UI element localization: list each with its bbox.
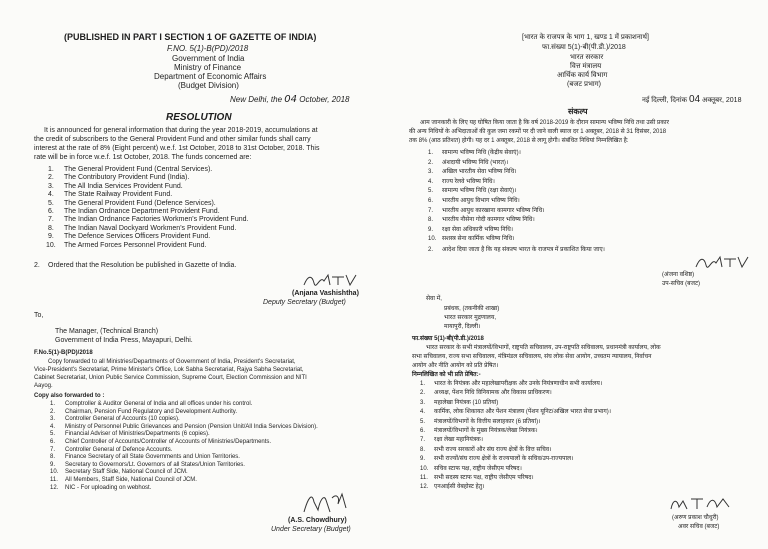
government: Government of India (172, 54, 245, 63)
gazette-header: (PUBLISHED IN PART I SECTION 1 OF GAZETTE OF INDIA) (64, 32, 317, 42)
signatory-1-hindi: (अंजना वशिष्ठ) (662, 272, 695, 278)
file-number-hindi: फा.संख्या 5(1)-बी(पी.डी.)/2018 (542, 44, 626, 51)
date-prefix: New Delhi, the (230, 95, 283, 104)
list-item: 4. कार्मिक, लोक शिकायत और पेंशन मंत्रालय (पेंशन यूनिट/अखिल भारत सेवा प्रभाग)। (420, 409, 612, 416)
signature-anjana-hindi (692, 255, 752, 271)
signature-chowdhury (298, 488, 354, 516)
gazette-header-hindi: [भारत के राजपत्र के भाग 1, खण्ड 1 में प्रकाशनार्थ] (522, 34, 649, 41)
list-item: 1. भारत के नियंत्रक और महालेखापरीक्षक और उनके नियंत्रणाधीन सभी कार्यालय। (420, 381, 603, 387)
list-item: 6. भारतीय आयुध विभाग भविष्य निधि। (428, 197, 520, 204)
list-item: 4. Ministry of Personnel Public Grievances and Pension (Pension Unit/All India Services Division). (50, 423, 318, 430)
list-item: 10. Secretary Staff Side, National Council of JCM. (50, 469, 188, 476)
fund-list (48, 166, 248, 250)
signatory-1: (Anjana Vashishtha) (292, 290, 359, 297)
list-item: 3. Controller General of Accounts (10 copies). (50, 416, 180, 423)
press: Government of India Press, Mayapuri, Delhi. (55, 337, 193, 344)
date-prefix: नई दिल्ली, दिनांक (642, 97, 688, 104)
list-item: 6. Chief Controller of Accounts/Controller of Accounts of Ministries/Departments. (50, 438, 272, 445)
designation-1: Deputy Secretary (Budget) (263, 299, 346, 306)
date-day: 04 (688, 94, 701, 105)
list-item: 1. सामान्य भविष्य निधि (केंद्रीय सेवाएं)। (428, 150, 521, 156)
list-item: 7. रक्षा लेखा महानियंत्रक। (420, 437, 484, 444)
list-item: 5. सामान्य भविष्य निधि (रक्षा सेवाएं)। (428, 188, 517, 195)
copy-line: Vice-President's Secretariat, Prime Minister's Office, Lok Sabha Secretariat, Rajya Sabha Secretariat, (34, 367, 304, 373)
manager: The Manager, (Technical Branch) (55, 328, 159, 335)
designation-1-hindi: उप-सचिव (बजट) (662, 281, 701, 287)
para-line: the credit of subscribers to the General Provident Fund and other similar funds shall carry (34, 136, 311, 143)
ministry: Ministry of Finance (174, 63, 242, 72)
list-item: 8. सभी राज्य सरकारों और संघ राज्य क्षेत्रों के वित्त सचिव। (420, 446, 552, 453)
to-line: मायापुरी, दिल्ली। (444, 324, 481, 330)
list-item: 8. भारतीय नौसेना गोदी कामगार भविष्य निधि। (428, 217, 535, 224)
copy-line: सभा सचिवालय, राज्य सभा सचिवालय, मंत्रिमंडल सचिवालय, संघ लोक सेवा आयोग, उच्चतम न्यायालय, निर्वाचन (412, 354, 652, 360)
list-item: 1. The General Provident Fund (Central Services). (48, 166, 213, 173)
list-item: 10. सचिव स्टाफ पक्ष, राष्ट्रीय जेसीएम परिषद। (420, 465, 522, 472)
date-line (230, 95, 350, 105)
to-label: To, (34, 312, 44, 319)
list-item: 3. महालेखा नियंत्रक (10 प्रतियां) (420, 399, 499, 406)
file-number-2-hindi: फा.संख्या 5(1)-बी(पी.डी.)/2018 (412, 336, 484, 342)
list-item: 11. All Members, Staff Side, National Council of JCM. (50, 476, 197, 483)
date-day: 04 (284, 94, 297, 105)
order-number-hindi: 2. (428, 247, 434, 253)
copy-line: Aayog. (34, 383, 53, 389)
to-line: प्रबंधक, (तकनीकी शाखा) (444, 306, 500, 312)
list-item: 10. The Armed Forces Personnel Provident Fund. (46, 241, 207, 249)
list-item: 7. भारतीय आयुध कारखाना कामगार भविष्य निधि। (428, 207, 545, 214)
resolution-title: RESOLUTION (166, 112, 232, 123)
copy-also-heading-hindi: निम्नलिखित को भी प्रति प्रेषित:- (412, 372, 481, 378)
list-item: 8. The Indian Naval Dockyard Workmen's Provident Fund. (48, 224, 237, 232)
list-item: 8. Finance Secretary of all State Governments and Union Territories. (50, 454, 240, 461)
list-item: 9. Secretary to Governors/Lt. Governors of all States/Union Territories. (50, 461, 245, 468)
copy-list-hindi (420, 381, 611, 494)
list-item: 5. The General Provident Fund (Defence Services). (48, 199, 216, 207)
to-line: भारत सरकार मुद्रणालय, (444, 315, 496, 321)
para-line: की अन्य निधियों के अभिदाताओं की कुल जमा रकमों पर दी जाने वाली ब्याज दर 1 अक्तूबर, 2018 से 31 दिसंबर, 2018 (409, 129, 667, 135)
ordered-text: Ordered that the Resolution be published in Gazette of India. (48, 262, 237, 269)
para-line: It is announced for general information that during the year 2018-2019, accumulations at (44, 127, 318, 134)
list-item: 10. सशस्त्र सेना कार्मिक भविष्य निधि। (428, 236, 515, 243)
list-item: 12. NIC - For uploading on webhost. (50, 484, 152, 491)
date-line-hindi (642, 95, 741, 105)
para-line: rate will be in force w.e.f. 1st October, 2018. The funds concerned are: (34, 154, 252, 161)
signature-arun-hindi (667, 495, 737, 513)
designation-2: Under Secretary (Budget) (271, 526, 351, 533)
list-item: 9. The Defence Services Officers Provident Fund. (48, 233, 211, 241)
ordered-number: 2. (34, 262, 40, 269)
file-number-2: F.No.5(1)-B(PD)/2018 (34, 350, 93, 356)
list-item: 1. Comptroller & Auditor General of India and all offices under his control. (50, 401, 253, 407)
list-item: 2. अंशदायी भविष्य निधि (भारत)। (428, 159, 509, 166)
copy-also-heading: Copy also forwarded to : (34, 393, 105, 399)
list-item: 5. मंत्रालयों/विभागों के वित्तीय सलाहकार (6 प्रतियां)। (420, 418, 541, 425)
list-item: 3. अखिल भारतीय सेवा भविष्य निधि। (428, 169, 517, 176)
para-line: आम जानकारी के लिए यह घोषित किया जाता है कि वर्ष 2018-2019 के दौरान सामान्य भविष्य निधि तथा उसी प्रकार (420, 120, 669, 126)
copy-line: Cabinet Secretariat, Union Public Service Commission, Supreme Court, Election Commission and NITI (34, 375, 307, 381)
list-item: 5. Financial Adviser of Ministries/Departments (6 copies). (50, 431, 210, 438)
list-item: 7. The Indian Ordnance Factories Workmen's Provident Fund. (48, 216, 249, 224)
list-item: 11. सभी सदस्य स्टाफ पक्ष, राष्ट्रीय जेसीएम परिषद। (420, 474, 534, 481)
list-item: 6. The Indian Ordnance Department Provident Fund. (48, 207, 220, 215)
division-hindi: (बजट प्रभाग) (567, 81, 601, 88)
list-item: 2. Chairman, Pension Fund Regulatory and Development Authority. (50, 408, 237, 415)
file-number: F.NO. 5(1)-B(PD)/2018 (167, 44, 249, 53)
para-line: तक 8% (आठ प्रतिशत) होगी। यह दर 1 अक्तूबर, 2018 से लागू होगी। संबंधित निधियां निम्नलिखित है: (409, 138, 629, 144)
signature-anjana (300, 271, 360, 289)
department-hindi: आर्थिक कार्य विभाग (557, 72, 608, 79)
list-item: 4. The State Railway Provident Fund. (48, 191, 173, 199)
list-item: 9. रक्षा सेवा अधिकारी भविष्य निधि। (428, 226, 514, 233)
signatory-2: (A.S. Chowdhury) (288, 517, 347, 524)
department: Department of Economic Affairs (154, 72, 267, 81)
designation-2-hindi: अवर सचिव (बजट) (678, 524, 720, 530)
para-line: interest at the rate of 8% (Eight percent) w.e.f. 1st October, 2018 to 31st October, 2018. This (34, 145, 320, 152)
list-item: 2. The Contributory Provident Fund (India). (48, 174, 190, 182)
copy-list (50, 401, 318, 492)
copy-line: भारत सरकार के सभी मंत्रालयों/विभागों, राष्ट्रपति सचिवालय, उप-राष्ट्रपति सचिवालय, प्रधानमंत्री कार्यालय, लोक (426, 345, 661, 351)
signatory-2-hindi: (अरुण प्रकाश चौधुरी) (672, 515, 719, 521)
list-item: 4. राज्य रेलवे भविष्य निधि। (428, 178, 495, 185)
list-item: 6. मंत्रालयों/विभागों के मुख्य नियंत्रक/लेखा नियंत्रक। (420, 427, 538, 434)
fund-list-hindi (428, 150, 545, 246)
ministry-hindi: वित्त मंत्रालय (570, 63, 602, 70)
government-hindi: भारत सरकार (570, 54, 604, 61)
order-text-hindi: आदेश दिया जाता है कि यह संकल्प भारत के राजपत्र में प्रकाशित किया जाए। (442, 247, 605, 253)
date-suffix: October, 2018 (299, 95, 350, 104)
list-item: 7. Controller General of Defence Accounts. (50, 446, 173, 453)
division: (Budget Division) (178, 81, 239, 90)
list-item: 12. एनआईसी वेबहोस्ट हेतु। (420, 484, 485, 491)
date-suffix: अक्तूबर, 2018 (702, 97, 742, 104)
copy-line: आयोग और नीति आयोग को प्रति प्रेषित। (412, 363, 499, 369)
list-item: 2. अध्यक्ष, पेंशन निधि विनियामक और विकास प्राधिकरण। (420, 390, 552, 397)
list-item: 3. The All India Services Provident Fund. (48, 182, 183, 190)
hindi-page (392, 0, 768, 549)
to-label-hindi: सेवा में, (426, 296, 442, 302)
list-item: 9. सभी राज्यों/संघ राज्य क्षेत्रों के राज्यपालों के सचिव/उप-राज्यपाल। (420, 456, 574, 463)
copy-line: Copy forwarded to all Ministries/Departments of Government of India, President's Secretariat, (48, 359, 296, 365)
resolution-title-hindi: संकल्प (568, 107, 588, 116)
